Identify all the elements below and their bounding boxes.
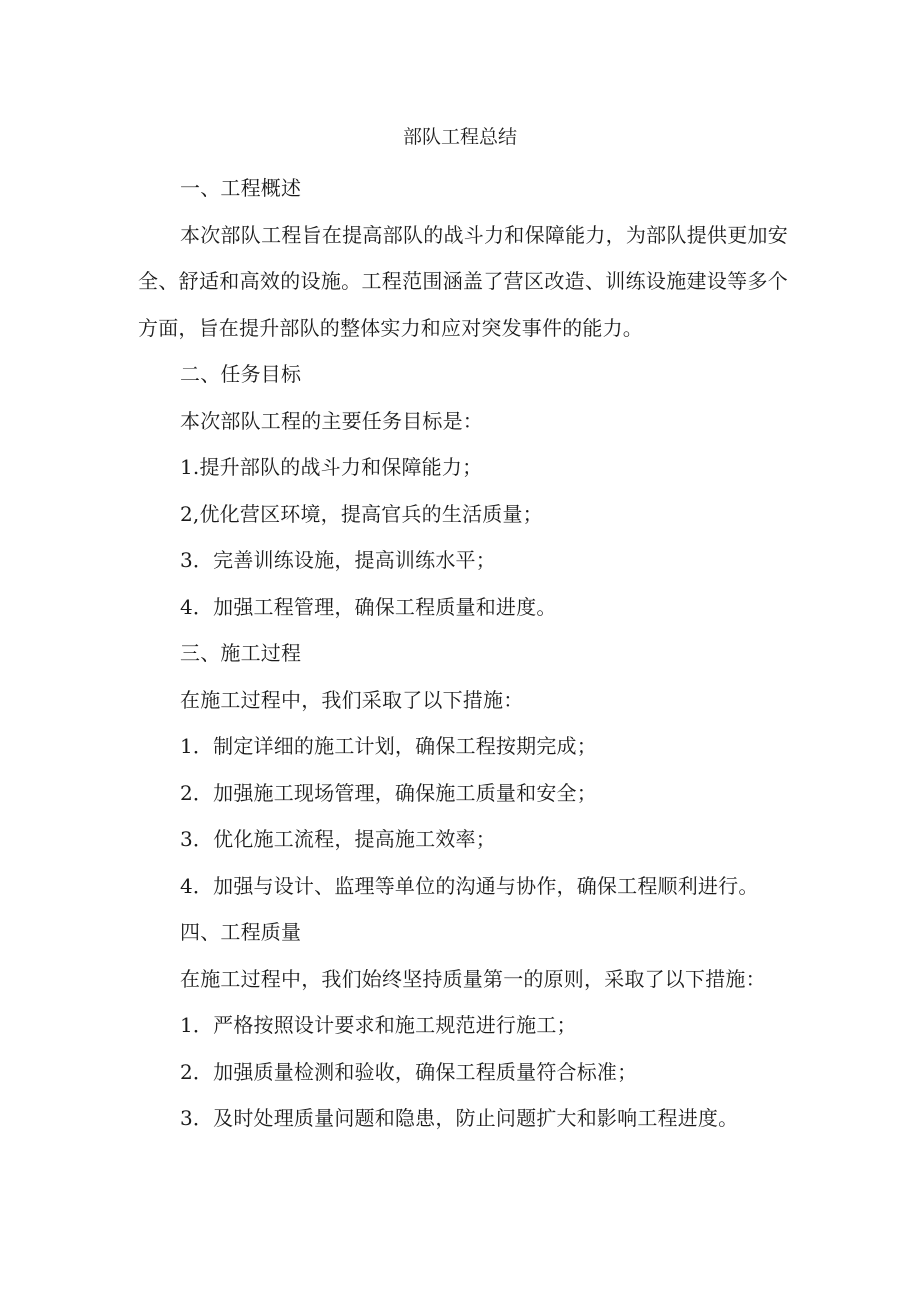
section-heading-quality: 四、工程质量 <box>180 920 302 944</box>
section-heading-construction: 三、施工过程 <box>180 641 302 665</box>
construction-intro: 在施工过程中，我们采取了以下措施： <box>180 687 524 712</box>
objective-item-4: 4．加强工程管理，确保工程质量和进度。 <box>180 594 557 619</box>
quality-intro: 在施工过程中，我们始终坚持质量第一的原则，采取了以下措施： <box>180 966 766 991</box>
document-body <box>138 165 788 1142</box>
construction-item-1: 1．制定详细的施工计划，确保工程按期完成； <box>180 734 597 758</box>
construction-item-4: 4．加强与设计、监理等单位的沟通与协作，确保工程顺利进行。 <box>180 873 759 898</box>
objective-item-3: 3．完善训练设施，提高训练水平； <box>180 548 496 572</box>
objectives-intro: 本次部队工程的主要任务目标是： <box>180 408 483 433</box>
quality-item-2: 2．加强质量检测和验收，确保工程质量符合标准； <box>180 1059 638 1084</box>
construction-item-3: 3．优化施工流程，提高施工效率； <box>180 827 496 851</box>
page-title: 部队工程总结 <box>402 126 517 148</box>
construction-item-2: 2．加强施工现场管理，确保施工质量和安全； <box>180 780 597 805</box>
objective-item-2: 2,优化营区环境，提高官兵的生活质量； <box>180 501 543 526</box>
objective-item-1: 1.提升部队的战斗力和保障能力； <box>180 455 483 479</box>
section-heading-objectives: 二、任务目标 <box>180 362 302 386</box>
section-heading-overview: 一、工程概述 <box>180 176 302 200</box>
quality-item-1: 1．严格按照设计要求和施工规范进行施工； <box>180 1013 577 1037</box>
quality-item-3: 3．及时处理质量问题和隐患，防止问题扩大和影响工程进度。 <box>180 1106 739 1130</box>
overview-paragraph: 本次部队工程旨在提高部队的战斗力和保障能力，为部队提供更加安全、舒适和高效的设施。工程范围涵盖了营区改造、训练设施建设等多个方面，旨在提升部队的整体实力和应对突发事件的能力。 <box>138 222 788 340</box>
